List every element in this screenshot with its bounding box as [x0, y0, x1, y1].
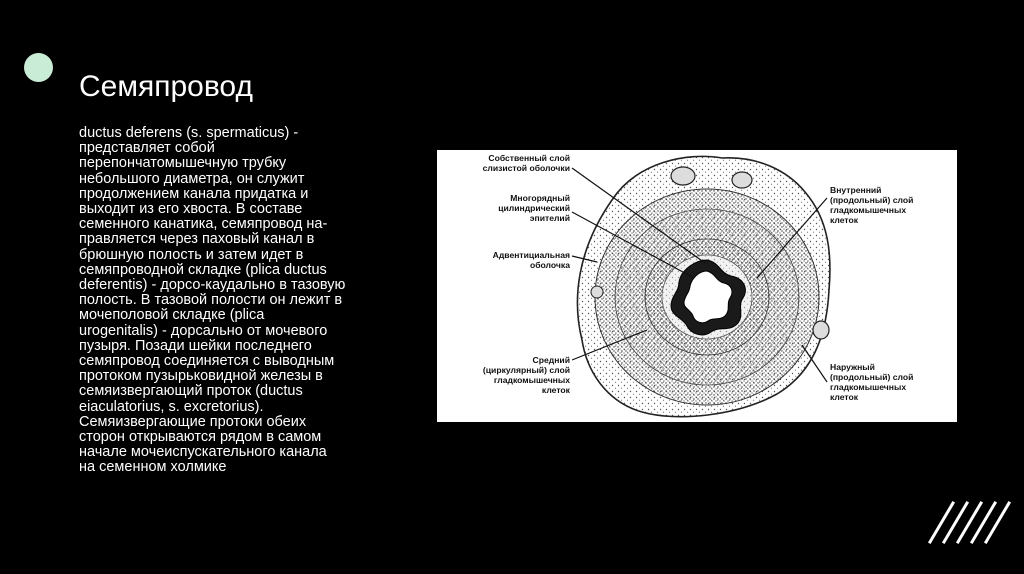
label-line: клеток	[830, 215, 859, 225]
label-mucosa-lamina	[445, 153, 570, 173]
body-line: семяпровод соединяется с выводным	[79, 353, 335, 370]
body-line: семяизвергающий проток (ductus	[79, 383, 303, 400]
body-line: Семяизвергающие протоки обеих	[79, 413, 307, 430]
label-line: оболочка	[529, 260, 570, 270]
label-line: эпителий	[529, 213, 570, 223]
body-line: продолжением канала придатка и	[79, 185, 309, 202]
label-line: Собственный слой	[488, 153, 570, 163]
label-line: Многорядный	[510, 193, 570, 203]
slide-title: Семяпровод	[79, 70, 253, 103]
slashes-decoration-icon	[928, 500, 1018, 545]
body-line: перепончатомышечную трубку	[79, 155, 287, 172]
body-line: ductus deferens (s. spermaticus) -	[79, 125, 299, 141]
label-line: Внутренний	[830, 185, 882, 195]
label-line: Средний	[532, 355, 570, 365]
label-line: Адвентициальная	[492, 250, 570, 260]
body-text	[79, 126, 399, 476]
label-line: Наружный	[830, 362, 875, 372]
label-line: клеток	[541, 385, 570, 395]
label-line: слизистой оболочки	[482, 163, 570, 173]
body-line: представляет собой	[79, 140, 215, 157]
body-line: пузыря. Позади шейки последнего	[79, 337, 312, 354]
label-middle-layer	[445, 355, 570, 395]
body-line: протоком пузырьковидной железы в	[79, 368, 323, 385]
label-line: (циркулярный) слой	[482, 365, 570, 375]
body-line: брюшную полость и затем идет в	[79, 246, 304, 263]
label-line: гладкомышечных	[830, 205, 907, 215]
body-line: выходит из его хвоста. В составе	[79, 201, 303, 218]
body-line: мочеполовой складке (plica	[79, 307, 265, 324]
label-inner-layer	[830, 185, 950, 225]
circle-bullet-icon	[24, 53, 53, 82]
body-line: семенного канатика, семяпровод на-	[79, 216, 328, 233]
label-line: (продольный) слой	[830, 372, 914, 382]
body-line: urogenitalis) - дорсально от мочевого	[79, 322, 328, 339]
label-line: гладкомышечных	[493, 375, 570, 385]
body-line: правляется через паховый канал в	[79, 231, 315, 248]
label-line: (продольный) слой	[830, 195, 914, 205]
histology-figure	[437, 150, 957, 422]
label-line: цилиндрический	[498, 203, 570, 213]
body-line: сторон открываются рядом в самом	[79, 429, 322, 446]
label-epithelium	[445, 193, 570, 223]
label-outer-layer	[830, 362, 950, 402]
label-line: клеток	[830, 392, 859, 402]
label-adventitia	[445, 250, 570, 270]
body-line: небольшого диаметра, он служит	[79, 170, 305, 187]
label-line: гладкомышечных	[830, 382, 907, 392]
body-line: начале мочеиспускательного канала	[79, 444, 327, 461]
body-line: deferentis) - дорсо-каудально в тазовую	[79, 277, 346, 294]
body-line: на семенном холмике	[79, 459, 227, 476]
body-line: семяпроводной складке (plica ductus	[79, 261, 327, 278]
body-line: полость. В тазовой полости он лежит в	[79, 292, 343, 309]
body-line: eiaculatorius, s. excretorius).	[79, 398, 264, 415]
